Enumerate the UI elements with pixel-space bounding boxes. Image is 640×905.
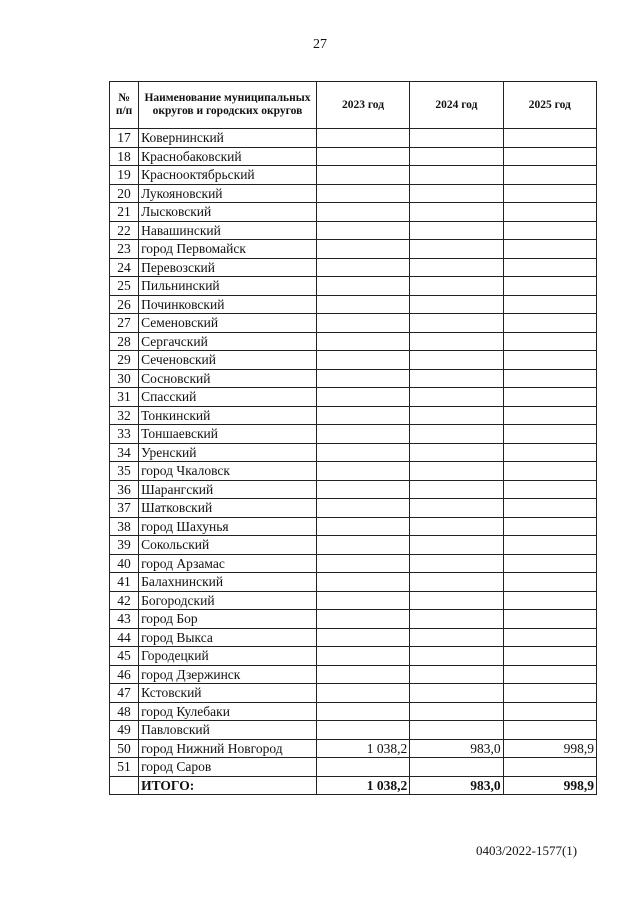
value-2023 [316, 147, 409, 166]
row-number: 23 [110, 240, 139, 259]
table-row [110, 684, 597, 703]
table-row [110, 665, 597, 684]
value-2024 [410, 147, 503, 166]
value-2023 [316, 610, 409, 629]
value-2025 [503, 388, 596, 407]
table-header-row [110, 82, 597, 129]
value-2024 [410, 277, 503, 296]
value-2025 [503, 721, 596, 740]
value-2024 [410, 258, 503, 277]
row-number: 17 [110, 129, 139, 148]
value-2024 [410, 425, 503, 444]
value-2024 [410, 462, 503, 481]
value-2024 [410, 610, 503, 629]
value-2023 [316, 221, 409, 240]
total-2025: 998,9 [503, 776, 596, 795]
value-2023 [316, 573, 409, 592]
row-number: 45 [110, 647, 139, 666]
value-2024 [410, 591, 503, 610]
row-number: 43 [110, 610, 139, 629]
value-2023 [316, 702, 409, 721]
table-row [110, 517, 597, 536]
table-row [110, 166, 597, 185]
value-2023 [316, 684, 409, 703]
value-2023 [316, 721, 409, 740]
value-2025 [503, 758, 596, 777]
row-number: 40 [110, 554, 139, 573]
value-2024 [410, 480, 503, 499]
table-row [110, 314, 597, 333]
table-row [110, 147, 597, 166]
value-2024 [410, 628, 503, 647]
header-name: Наименование муниципальных округов и городских округов [139, 82, 317, 129]
table-row [110, 480, 597, 499]
row-number: 36 [110, 480, 139, 499]
row-number: 46 [110, 665, 139, 684]
total-label: ИТОГО: [139, 776, 317, 795]
table-row [110, 702, 597, 721]
row-number: 44 [110, 628, 139, 647]
table-row [110, 610, 597, 629]
value-2024 [410, 351, 503, 370]
table-row [110, 462, 597, 481]
value-2025 [503, 554, 596, 573]
value-2025 [503, 166, 596, 185]
value-2025 [503, 314, 596, 333]
header-2025: 2025 год [503, 82, 596, 129]
value-2025 [503, 221, 596, 240]
value-2023 [316, 758, 409, 777]
row-number: 28 [110, 332, 139, 351]
value-2024 [410, 499, 503, 518]
municipality-name: Ковернинский [139, 129, 317, 148]
value-2024 [410, 536, 503, 555]
row-number: 34 [110, 443, 139, 462]
total-2023: 1 038,2 [316, 776, 409, 795]
municipality-name: Лысковский [139, 203, 317, 222]
value-2025 [503, 665, 596, 684]
allocation-table [109, 81, 597, 795]
row-number: 41 [110, 573, 139, 592]
row-number: 48 [110, 702, 139, 721]
row-number: 29 [110, 351, 139, 370]
table-row [110, 184, 597, 203]
value-2024 [410, 443, 503, 462]
value-2023 [316, 166, 409, 185]
value-2025 [503, 702, 596, 721]
row-number: 24 [110, 258, 139, 277]
municipality-name: город Арзамас [139, 554, 317, 573]
table-row [110, 388, 597, 407]
value-2023 [316, 258, 409, 277]
municipality-name: Пильнинский [139, 277, 317, 296]
row-number: 37 [110, 499, 139, 518]
table-row [110, 203, 597, 222]
municipality-name: Павловский [139, 721, 317, 740]
value-2025 [503, 184, 596, 203]
row-number: 32 [110, 406, 139, 425]
value-2025 [503, 240, 596, 259]
row-number: 18 [110, 147, 139, 166]
total-2024: 983,0 [410, 776, 503, 795]
value-2023 [316, 480, 409, 499]
row-number: 42 [110, 591, 139, 610]
value-2025 [503, 591, 596, 610]
municipality-name: город Первомайск [139, 240, 317, 259]
value-2024 [410, 240, 503, 259]
municipality-name: Краснооктябрьский [139, 166, 317, 185]
value-2023 [316, 536, 409, 555]
value-2023 [316, 351, 409, 370]
value-2025 [503, 203, 596, 222]
value-2025 [503, 462, 596, 481]
header-2024: 2024 год [410, 82, 503, 129]
value-2023 [316, 591, 409, 610]
municipality-name: Уренский [139, 443, 317, 462]
value-2024 [410, 665, 503, 684]
value-2023 [316, 554, 409, 573]
value-2024 [410, 184, 503, 203]
municipality-name: город Выкса [139, 628, 317, 647]
municipality-name: город Дзержинск [139, 665, 317, 684]
municipality-name: Богородский [139, 591, 317, 610]
table-row [110, 499, 597, 518]
value-2023 [316, 647, 409, 666]
row-number: 25 [110, 277, 139, 296]
value-2025 [503, 129, 596, 148]
value-2024 [410, 702, 503, 721]
municipality-name: Тонкинский [139, 406, 317, 425]
municipality-name: город Бор [139, 610, 317, 629]
value-2023 [316, 388, 409, 407]
table-row [110, 573, 597, 592]
table-row [110, 406, 597, 425]
value-2025: 998,9 [503, 739, 596, 758]
table-row [110, 351, 597, 370]
total-row [110, 776, 597, 795]
value-2024 [410, 684, 503, 703]
row-number: 19 [110, 166, 139, 185]
table-body [110, 129, 597, 777]
table-row [110, 536, 597, 555]
table-row [110, 591, 597, 610]
municipality-name: Тоншаевский [139, 425, 317, 444]
document-code: 0403/2022-1577(1) [476, 843, 578, 858]
municipality-name: город Нижний Новгород [139, 739, 317, 758]
row-number: 50 [110, 739, 139, 758]
municipality-name: Городецкий [139, 647, 317, 666]
value-2024 [410, 758, 503, 777]
table-row [110, 628, 597, 647]
value-2025 [503, 628, 596, 647]
municipality-name: город Шахунья [139, 517, 317, 536]
row-number: 22 [110, 221, 139, 240]
municipality-name: Навашинский [139, 221, 317, 240]
municipality-name: город Кулебаки [139, 702, 317, 721]
value-2024 [410, 166, 503, 185]
value-2023 [316, 314, 409, 333]
table-row [110, 295, 597, 314]
row-number: 39 [110, 536, 139, 555]
value-2024 [410, 314, 503, 333]
value-2025 [503, 499, 596, 518]
municipality-name: Краснобаковский [139, 147, 317, 166]
municipality-name: Шатковский [139, 499, 317, 518]
value-2025 [503, 351, 596, 370]
value-2025 [503, 147, 596, 166]
table-row [110, 240, 597, 259]
value-2025 [503, 647, 596, 666]
header-num: № п/п [110, 82, 139, 129]
row-number: 30 [110, 369, 139, 388]
table-row [110, 258, 597, 277]
value-2024: 983,0 [410, 739, 503, 758]
total-num-cell [110, 776, 139, 795]
value-2023: 1 038,2 [316, 739, 409, 758]
municipality-name: Спасский [139, 388, 317, 407]
value-2024 [410, 295, 503, 314]
value-2023 [316, 295, 409, 314]
value-2023 [316, 129, 409, 148]
municipality-name: Лукояновский [139, 184, 317, 203]
value-2025 [503, 684, 596, 703]
municipality-name: Сокольский [139, 536, 317, 555]
value-2023 [316, 332, 409, 351]
row-number: 47 [110, 684, 139, 703]
municipality-name: Семеновский [139, 314, 317, 333]
value-2025 [503, 295, 596, 314]
value-2023 [316, 277, 409, 296]
value-2024 [410, 221, 503, 240]
table-row [110, 443, 597, 462]
municipality-name: Перевозский [139, 258, 317, 277]
value-2023 [316, 406, 409, 425]
municipality-name: город Чкаловск [139, 462, 317, 481]
table-row [110, 332, 597, 351]
table-row [110, 647, 597, 666]
value-2023 [316, 369, 409, 388]
municipality-name: Балахнинский [139, 573, 317, 592]
value-2023 [316, 443, 409, 462]
value-2024 [410, 203, 503, 222]
value-2024 [410, 332, 503, 351]
page-number: 27 [313, 37, 327, 52]
table-row [110, 554, 597, 573]
value-2025 [503, 406, 596, 425]
row-number: 21 [110, 203, 139, 222]
table-row [110, 739, 597, 758]
table-row [110, 721, 597, 740]
value-2025 [503, 332, 596, 351]
table-row [110, 758, 597, 777]
municipality-name: Сергачский [139, 332, 317, 351]
value-2023 [316, 665, 409, 684]
row-number: 33 [110, 425, 139, 444]
value-2023 [316, 499, 409, 518]
header-2023: 2023 год [316, 82, 409, 129]
value-2024 [410, 554, 503, 573]
municipality-name: Сеченовский [139, 351, 317, 370]
value-2025 [503, 573, 596, 592]
value-2025 [503, 480, 596, 499]
value-2023 [316, 240, 409, 259]
value-2024 [410, 573, 503, 592]
row-number: 35 [110, 462, 139, 481]
value-2024 [410, 721, 503, 740]
value-2023 [316, 517, 409, 536]
municipality-name: Кстовский [139, 684, 317, 703]
table-row [110, 221, 597, 240]
value-2025 [503, 369, 596, 388]
value-2023 [316, 462, 409, 481]
value-2024 [410, 647, 503, 666]
row-number: 51 [110, 758, 139, 777]
value-2025 [503, 517, 596, 536]
row-number: 31 [110, 388, 139, 407]
value-2025 [503, 425, 596, 444]
value-2024 [410, 129, 503, 148]
value-2025 [503, 277, 596, 296]
row-number: 20 [110, 184, 139, 203]
row-number: 38 [110, 517, 139, 536]
municipality-name: город Саров [139, 758, 317, 777]
table-row [110, 425, 597, 444]
value-2024 [410, 517, 503, 536]
value-2023 [316, 628, 409, 647]
row-number: 49 [110, 721, 139, 740]
value-2023 [316, 425, 409, 444]
value-2025 [503, 258, 596, 277]
value-2024 [410, 369, 503, 388]
value-2025 [503, 610, 596, 629]
table-row [110, 369, 597, 388]
value-2024 [410, 388, 503, 407]
value-2024 [410, 406, 503, 425]
table-row [110, 129, 597, 148]
row-number: 27 [110, 314, 139, 333]
municipality-name: Починковский [139, 295, 317, 314]
municipality-name: Сосновский [139, 369, 317, 388]
municipality-name: Шарангский [139, 480, 317, 499]
value-2025 [503, 536, 596, 555]
value-2025 [503, 443, 596, 462]
table-row [110, 277, 597, 296]
row-number: 26 [110, 295, 139, 314]
value-2023 [316, 184, 409, 203]
value-2023 [316, 203, 409, 222]
